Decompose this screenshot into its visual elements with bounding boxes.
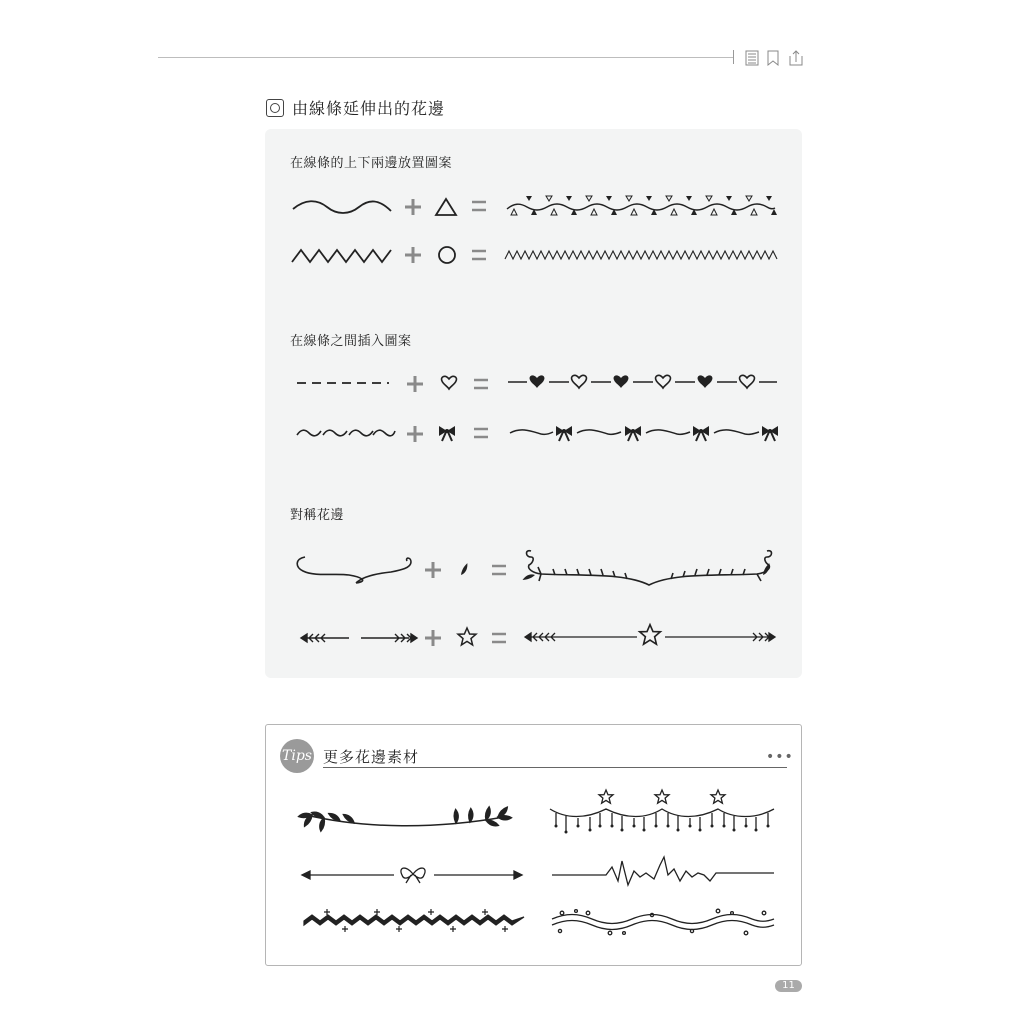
- section-heading: [266, 96, 445, 119]
- subtitle-symmetric: 對稱花邊: [290, 508, 345, 523]
- more-dots-icon: •••: [766, 749, 794, 765]
- tips-box: [265, 724, 802, 966]
- row-zigzag-circle: [292, 247, 777, 263]
- plus-icon: [425, 562, 441, 578]
- subtitle-top-bottom: 在線條的上下兩邊放置圖案: [290, 156, 453, 171]
- more-borders-art: [266, 725, 803, 967]
- row-arrow-star: [301, 625, 775, 646]
- zigzag-border-result: [505, 251, 777, 259]
- triangle-pattern-top: [526, 196, 772, 201]
- header-icons: [744, 48, 806, 68]
- equals-icon: [492, 566, 506, 574]
- plus-icon: [425, 630, 441, 646]
- equals-icon: [474, 380, 488, 388]
- symmetric-curve-line: [297, 557, 411, 583]
- zigzag-line: [292, 250, 391, 262]
- row-wave-triangle: [293, 196, 777, 215]
- row-tilde-bow: [297, 426, 778, 442]
- equals-icon: [474, 429, 488, 437]
- section-title: 由線條延伸出的花邊: [292, 99, 446, 118]
- equals-icon: [492, 634, 506, 642]
- circle-box-icon: [266, 99, 284, 117]
- plus-icon: [407, 376, 423, 392]
- ribbon-bow-border: [302, 868, 522, 883]
- border-examples-art: [265, 129, 802, 678]
- equals-icon: [472, 202, 486, 210]
- tips-badge: Tips: [280, 739, 314, 773]
- heartbeat-border: [552, 857, 774, 885]
- scallop-star-border: [550, 790, 774, 834]
- share-icon[interactable]: [790, 51, 802, 65]
- bow-icon: [439, 426, 455, 441]
- row-dash-heart: [297, 375, 777, 392]
- wavy-dots-border: [552, 909, 774, 935]
- subtitle-insert: 在線條之間插入圖案: [290, 334, 412, 349]
- heart-border-result: [508, 375, 777, 388]
- zigzag-plus-border: [304, 909, 524, 932]
- tilde-line: [297, 430, 395, 436]
- header-rule: [158, 57, 734, 58]
- circle-icon: [439, 247, 455, 263]
- list-icon[interactable]: [746, 51, 758, 65]
- page-number: 11: [775, 980, 802, 992]
- leaf-icon: [458, 563, 470, 575]
- tips-title: 更多花邊素材: [323, 748, 420, 766]
- vine-border-result: [527, 551, 772, 585]
- plus-icon: [405, 199, 421, 215]
- triangle-icon: [436, 199, 456, 215]
- star-icon: [458, 628, 476, 645]
- wave-line: [293, 201, 391, 213]
- plus-icon: [407, 426, 423, 442]
- bookmark-icon[interactable]: [768, 51, 778, 65]
- heart-icon: [442, 376, 457, 389]
- arrow-star-border-result: [525, 625, 775, 645]
- bow-border-result: [510, 426, 778, 441]
- leafy-swag-border: [299, 807, 512, 831]
- header-rule-cap: [733, 50, 734, 64]
- wave-border-result: [507, 204, 775, 210]
- equals-icon: [472, 251, 486, 259]
- plus-icon: [405, 247, 421, 263]
- row-curve-leaf: [297, 551, 772, 585]
- arrow-lines: [301, 634, 417, 642]
